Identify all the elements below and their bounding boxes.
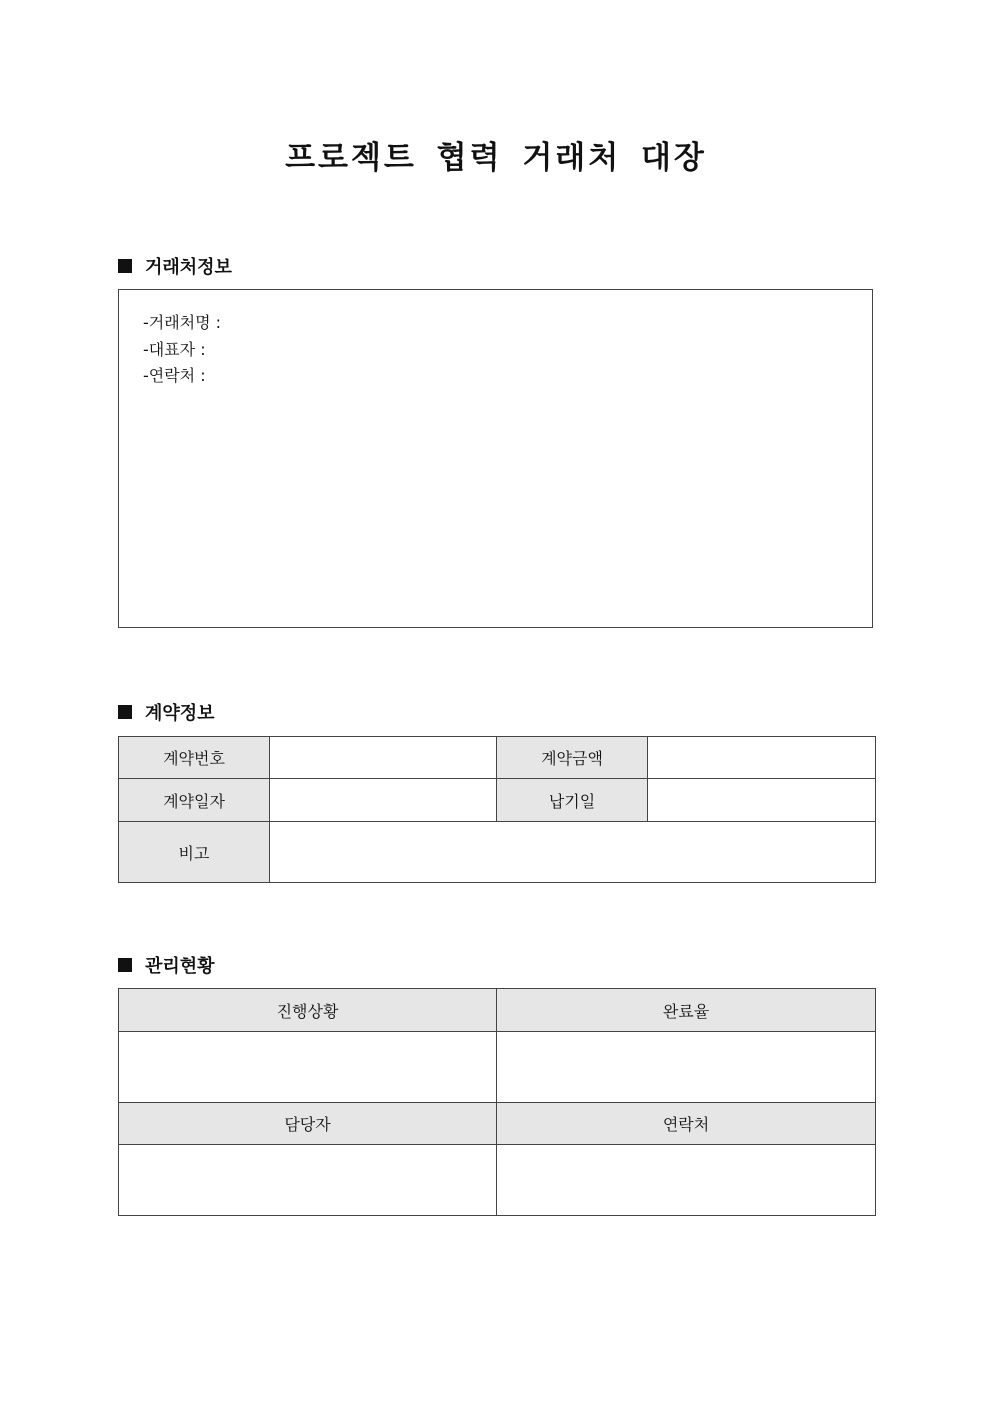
delivery-date-label: 납기일 [497,779,648,822]
management-section-heading [118,952,215,978]
table-row [119,1032,876,1103]
contract-number-label: 계약번호 [119,737,270,779]
completion-rate-field[interactable] [497,1032,876,1103]
contract-date-field[interactable] [270,779,497,822]
vendor-info-box[interactable] [118,289,873,628]
table-row [119,1103,876,1145]
management-section-label: 관리현황 [145,956,215,977]
table-row [119,989,876,1032]
delivery-date-field[interactable] [648,779,876,822]
remarks-field[interactable] [270,822,876,883]
table-row [119,737,876,779]
contract-amount-field[interactable] [648,737,876,779]
square-bullet-icon [118,259,132,273]
contract-table [118,736,876,883]
table-row [119,1145,876,1216]
vendor-name-line: -거래처명 : [143,313,222,332]
table-row [119,779,876,822]
square-bullet-icon [118,705,132,719]
document-title: 프로젝트 협력 거래처 대장 [285,140,707,176]
manager-label: 담당자 [119,1103,497,1145]
contact-label: 연락처 [497,1103,876,1145]
contract-section-label: 계약정보 [145,703,215,724]
contract-number-field[interactable] [270,737,497,779]
table-row [119,822,876,883]
vendor-contact-line: -연락처 : [143,366,206,385]
vendor-representative-line: -대표자 : [143,339,206,359]
vendor-section-heading [118,253,232,279]
contract-section-heading [118,699,215,725]
manager-field[interactable] [119,1145,497,1216]
progress-label: 진행상황 [119,989,497,1032]
remarks-label: 비고 [119,822,270,883]
vendor-section-label: 거래처정보 [145,257,232,278]
contract-date-label: 계약일자 [119,779,270,822]
contact-field[interactable] [497,1145,876,1216]
contract-amount-label: 계약금액 [497,737,648,779]
square-bullet-icon [118,958,132,972]
progress-field[interactable] [119,1032,497,1103]
completion-rate-label: 완료율 [497,989,876,1032]
management-table [118,988,876,1216]
